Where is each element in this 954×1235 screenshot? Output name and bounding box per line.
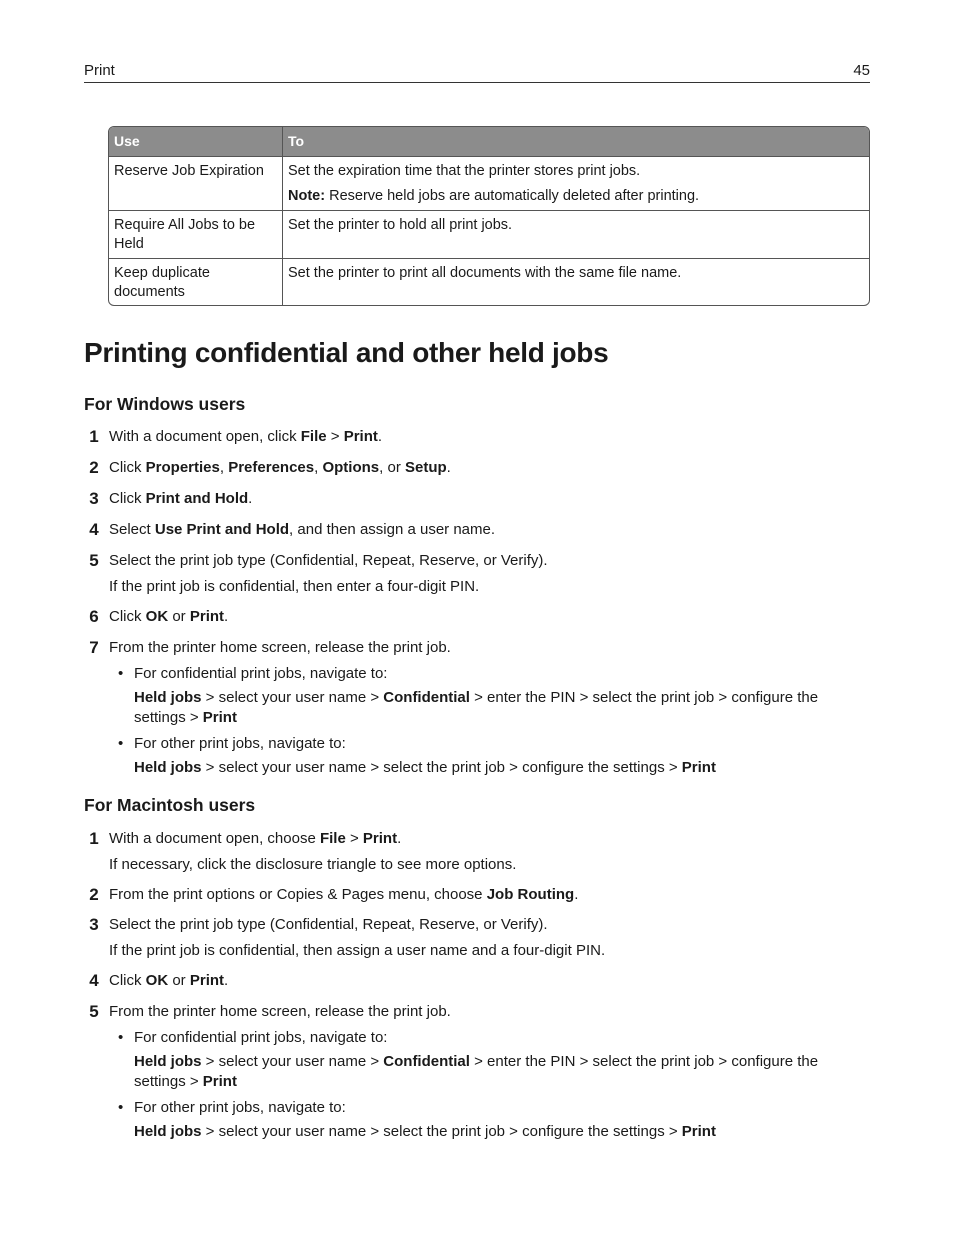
- section-title: Printing confidential and other held jobs: [84, 337, 609, 368]
- button-print: Print: [189, 972, 225, 989]
- path-print: Print: [202, 709, 237, 726]
- step-text: From the printer home screen, release the print job.: [109, 1003, 451, 1020]
- step: [84, 489, 870, 509]
- step-subtext: If necessary, click the disclosure triangle to see more options.: [109, 856, 517, 873]
- button-ok: OK: [145, 972, 169, 989]
- windows-steps: [84, 427, 870, 784]
- option-options: Options: [322, 459, 380, 476]
- step-number: 2: [89, 458, 99, 477]
- path-text: > select your user name > select the print job > configure the settings >: [201, 1123, 682, 1140]
- option-job-routing: Job Routing: [486, 886, 575, 903]
- table-row: [109, 210, 869, 258]
- table-cell-to: Set the printer to print all documents with the same file name.: [288, 265, 682, 281]
- step-subtext: If the print job is confidential, then assign a user name and a four-digit PIN.: [109, 942, 606, 959]
- path-text: > select your user name > select the print job > configure the settings >: [201, 759, 682, 776]
- step-number: 4: [89, 520, 99, 539]
- table-cell-to: Set the printer to hold all print jobs.: [288, 217, 513, 233]
- note-text: Reserve held jobs are automatically deleted after printing.: [325, 188, 700, 204]
- navigation-path: [134, 758, 870, 778]
- step-number: 1: [89, 829, 99, 848]
- step-text: Select the print job type (Confidential, Repeat, Reserve, or Verify).: [109, 916, 548, 933]
- menu-print: Print: [343, 428, 378, 445]
- table-cell-use: Keep duplicate documents: [109, 259, 283, 305]
- path-held-jobs: Held jobs: [134, 1123, 202, 1140]
- bullet-icon: •: [118, 1029, 124, 1046]
- option-setup: Setup: [404, 459, 447, 476]
- step-text: Click: [109, 608, 146, 625]
- bullet-text: For confidential print jobs, navigate to:: [134, 665, 388, 682]
- step-text: Select the print job type (Confidential, Repeat, Reserve, or Verify).: [109, 552, 548, 569]
- bullet-item: [109, 734, 870, 778]
- step: [84, 885, 870, 905]
- bullet-text: For confidential print jobs, navigate to:: [134, 1029, 388, 1046]
- button-ok: OK: [145, 608, 169, 625]
- table-cell-to: [283, 157, 869, 210]
- step-text: .: [224, 972, 229, 989]
- step-text: ,: [219, 459, 229, 476]
- menu-file: File: [300, 428, 327, 445]
- bullet-list: [109, 664, 870, 778]
- bullet-icon: •: [118, 665, 124, 682]
- step: [84, 971, 870, 991]
- table-row: [109, 258, 869, 305]
- path-text: > select your user name >: [201, 689, 384, 706]
- path-text: > enter the PIN > select the print job > configure the settings >: [134, 689, 819, 726]
- menu-print: Print: [362, 830, 398, 847]
- path-held-jobs: Held jobs: [134, 1053, 202, 1070]
- navigation-path: [134, 688, 870, 728]
- path-print: Print: [681, 759, 716, 776]
- path-confidential: Confidential: [383, 1053, 470, 1070]
- step-number: 3: [89, 489, 99, 508]
- bullet-icon: •: [118, 1099, 124, 1116]
- step-text: Click: [109, 490, 146, 507]
- bullet-item: [109, 1098, 870, 1142]
- step-text: With a document open, click: [109, 428, 301, 445]
- menu-file: File: [319, 830, 346, 847]
- cell-text: Set the expiration time that the printer stores print jobs.: [288, 163, 641, 179]
- option-use-print-and-hold: Use Print and Hold: [154, 521, 290, 538]
- bullet-text: For other print jobs, navigate to:: [134, 735, 346, 752]
- step: [84, 520, 870, 540]
- step-text: Click: [109, 972, 146, 989]
- path-text: > enter the PIN > select the print job > configure the settings >: [134, 1053, 819, 1090]
- table-row: [109, 156, 869, 210]
- step-number: 6: [89, 607, 99, 626]
- step-text: .: [377, 428, 383, 445]
- step-text: From the printer home screen, release the print job.: [109, 639, 451, 656]
- step-text: , and then assign a user name.: [289, 521, 496, 538]
- path-confidential: Confidential: [383, 689, 470, 706]
- step-number: 5: [89, 551, 99, 570]
- step: [84, 829, 870, 875]
- step-number: 2: [89, 885, 99, 904]
- step: [84, 915, 870, 961]
- note-label: Note:: [288, 188, 326, 204]
- navigation-path: [134, 1052, 870, 1092]
- macintosh-heading: For Macintosh users: [84, 795, 256, 815]
- step-text: or: [168, 608, 190, 625]
- bullet-item: [109, 664, 870, 728]
- step-text: .: [446, 459, 451, 476]
- header-title: Print: [84, 62, 115, 79]
- step: [84, 427, 870, 447]
- bullet-list: [109, 1028, 870, 1142]
- step: [84, 551, 870, 597]
- step-text: Click: [109, 459, 146, 476]
- step-text: .: [248, 490, 253, 507]
- step-text: >: [326, 428, 344, 445]
- macintosh-steps: [84, 829, 870, 1148]
- path-print: Print: [681, 1123, 716, 1140]
- step-text: or: [168, 972, 190, 989]
- step-text: Select: [109, 521, 155, 538]
- bullet-item: [109, 1028, 870, 1092]
- step-text: .: [574, 886, 579, 903]
- navigation-path: [134, 1122, 870, 1142]
- step-number: 4: [89, 971, 99, 990]
- step: [84, 638, 870, 778]
- table-header-row: [109, 127, 869, 156]
- table-cell-use: Require All Jobs to be Held: [109, 211, 283, 258]
- column-header-use: Use: [109, 127, 283, 156]
- column-header-to: To: [288, 133, 305, 149]
- step-text: From the print options or Copies & Pages menu, choose: [109, 886, 487, 903]
- step-number: 3: [89, 915, 99, 934]
- step-text: >: [345, 830, 363, 847]
- windows-heading: For Windows users: [84, 394, 246, 414]
- page-header: [84, 61, 870, 83]
- path-text: > select your user name >: [201, 1053, 384, 1070]
- options-table: [108, 126, 870, 306]
- step-number: 5: [89, 1002, 99, 1021]
- page-number: 45: [853, 62, 870, 79]
- bullet-icon: •: [118, 735, 124, 752]
- step-text: , or: [379, 459, 405, 476]
- step: [84, 458, 870, 478]
- path-held-jobs: Held jobs: [134, 689, 202, 706]
- step-subtext: If the print job is confidential, then enter a four-digit PIN.: [109, 578, 480, 595]
- path-held-jobs: Held jobs: [134, 759, 202, 776]
- step-text: With a document open, choose: [109, 830, 320, 847]
- table-cell-use: Reserve Job Expiration: [109, 157, 283, 210]
- button-print: Print: [189, 608, 225, 625]
- bullet-text: For other print jobs, navigate to:: [134, 1099, 346, 1116]
- option-preferences: Preferences: [228, 459, 315, 476]
- option-print-and-hold: Print and Hold: [145, 490, 249, 507]
- step-text: ,: [314, 459, 323, 476]
- step-number: 7: [89, 638, 99, 657]
- option-properties: Properties: [145, 459, 220, 476]
- step-number: 1: [89, 427, 99, 446]
- step-text: .: [224, 608, 229, 625]
- step: [84, 607, 870, 627]
- path-print: Print: [202, 1073, 237, 1090]
- step-text: .: [397, 830, 402, 847]
- note: [288, 187, 864, 206]
- step: [84, 1002, 870, 1142]
